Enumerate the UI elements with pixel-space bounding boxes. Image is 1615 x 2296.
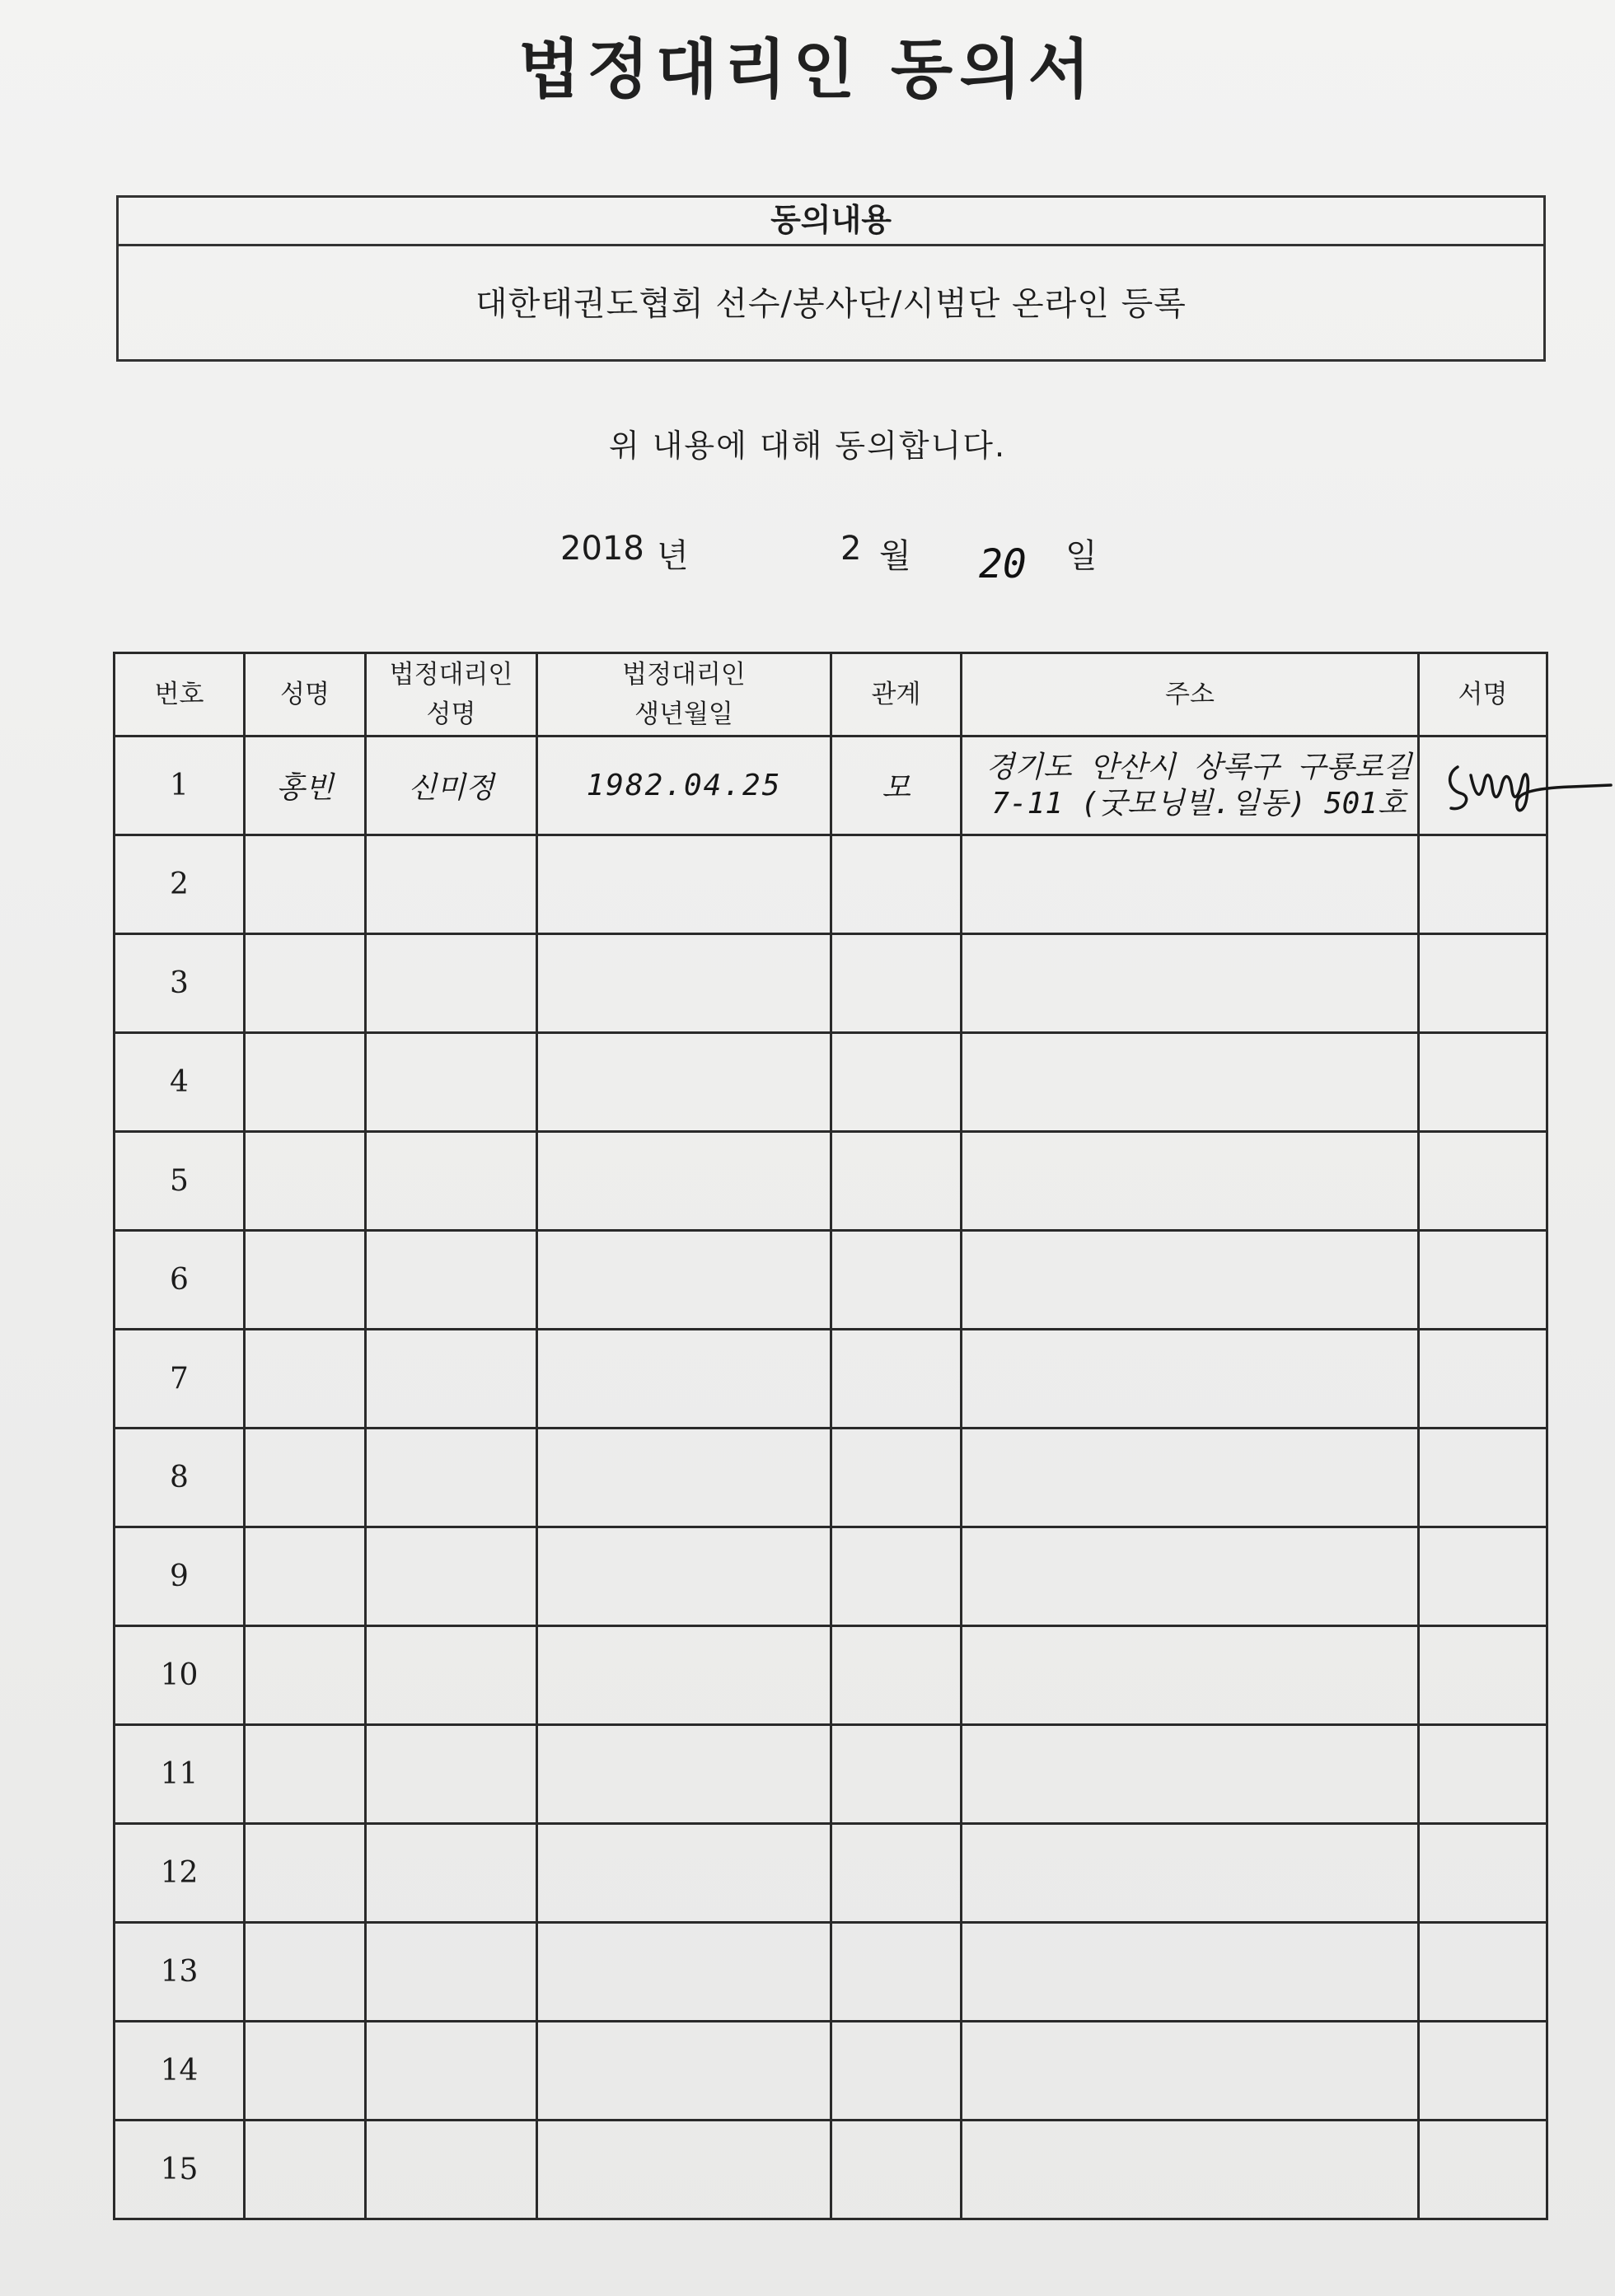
cell-signature xyxy=(1419,736,1547,835)
header-number: 번호 xyxy=(115,653,245,736)
table-row xyxy=(115,736,1547,835)
cell-number: 3 xyxy=(115,934,245,1033)
header-address: 주소 xyxy=(962,653,1419,736)
table-row xyxy=(115,1923,1547,2022)
header-signature: 서명 xyxy=(1419,653,1547,736)
agreement-statement: 위 내용에 대해 동의합니다. xyxy=(608,428,1007,464)
cell-number: 6 xyxy=(115,1231,245,1330)
address-line1: 경기도 안산시 상록구 구룡로길 xyxy=(985,750,1412,784)
header-relation: 관계 xyxy=(831,653,962,736)
table-row xyxy=(115,2121,1547,2219)
consent-content-box xyxy=(116,195,1546,362)
header-guardian-birth-line1: 법정대리인 xyxy=(622,660,746,690)
guardian-table xyxy=(113,652,1548,2220)
cell-number: 14 xyxy=(115,2022,245,2121)
cell-number: 4 xyxy=(115,1033,245,1132)
cell-address-handwritten xyxy=(962,736,1419,835)
cell-number: 9 xyxy=(115,1527,245,1626)
cell-guardian-name-handwritten: 신미정 xyxy=(366,736,537,835)
cell-number: 7 xyxy=(115,1330,245,1429)
table-row xyxy=(115,1824,1547,1923)
consent-content-body: 대한태권도협회 선수/봉사단/시범단 온라인 등록 xyxy=(475,285,1187,323)
cell-number: 15 xyxy=(115,2121,245,2219)
table-row xyxy=(115,1033,1547,1132)
table-row xyxy=(115,1231,1547,1330)
address-line2: 7-11 (굿모닝빌.일동) 501호 xyxy=(991,786,1407,821)
header-guardian-name-line1: 법정대리인 xyxy=(389,660,513,690)
cell-name-handwritten: 홍빈 xyxy=(245,736,366,835)
date-month-unit: 월 xyxy=(879,537,911,575)
table-row xyxy=(115,1527,1547,1626)
date-year-unit: 년 xyxy=(657,537,689,575)
table-header-row xyxy=(115,653,1547,736)
consent-content-header: 동의내용 xyxy=(119,198,1543,246)
cell-number: 8 xyxy=(115,1429,245,1527)
table-row xyxy=(115,835,1547,934)
cell-number: 13 xyxy=(115,1923,245,2022)
cell-number: 1 xyxy=(115,736,245,835)
document-title: 법정대리인 동의서 xyxy=(518,32,1097,107)
table-row xyxy=(115,1626,1547,1725)
cell-number: 11 xyxy=(115,1725,245,1824)
header-name: 성명 xyxy=(245,653,366,736)
table-row xyxy=(115,1132,1547,1231)
header-guardian-birth-line2: 생년월일 xyxy=(634,699,733,729)
cell-guardian-birth-handwritten: 1982.04.25 xyxy=(537,736,831,835)
header-guardian-birth xyxy=(537,653,831,736)
table-row xyxy=(115,1725,1547,1824)
header-guardian-name-line2: 성명 xyxy=(426,699,476,729)
table-row xyxy=(115,1429,1547,1527)
header-guardian-name xyxy=(366,653,537,736)
cell-number: 5 xyxy=(115,1132,245,1231)
cell-number: 12 xyxy=(115,1824,245,1923)
date-day-handwritten: 20 xyxy=(979,541,1027,587)
date-month: 2 xyxy=(840,530,862,568)
cell-number: 2 xyxy=(115,835,245,934)
handwritten-signature-icon xyxy=(1439,751,1613,825)
date-day-unit: 일 xyxy=(1065,537,1098,575)
table-row xyxy=(115,934,1547,1033)
date-year: 2018 xyxy=(560,530,644,568)
cell-relation-handwritten: 모 xyxy=(831,736,962,835)
table-row xyxy=(115,2022,1547,2121)
table-row xyxy=(115,1330,1547,1429)
cell-number: 10 xyxy=(115,1626,245,1725)
